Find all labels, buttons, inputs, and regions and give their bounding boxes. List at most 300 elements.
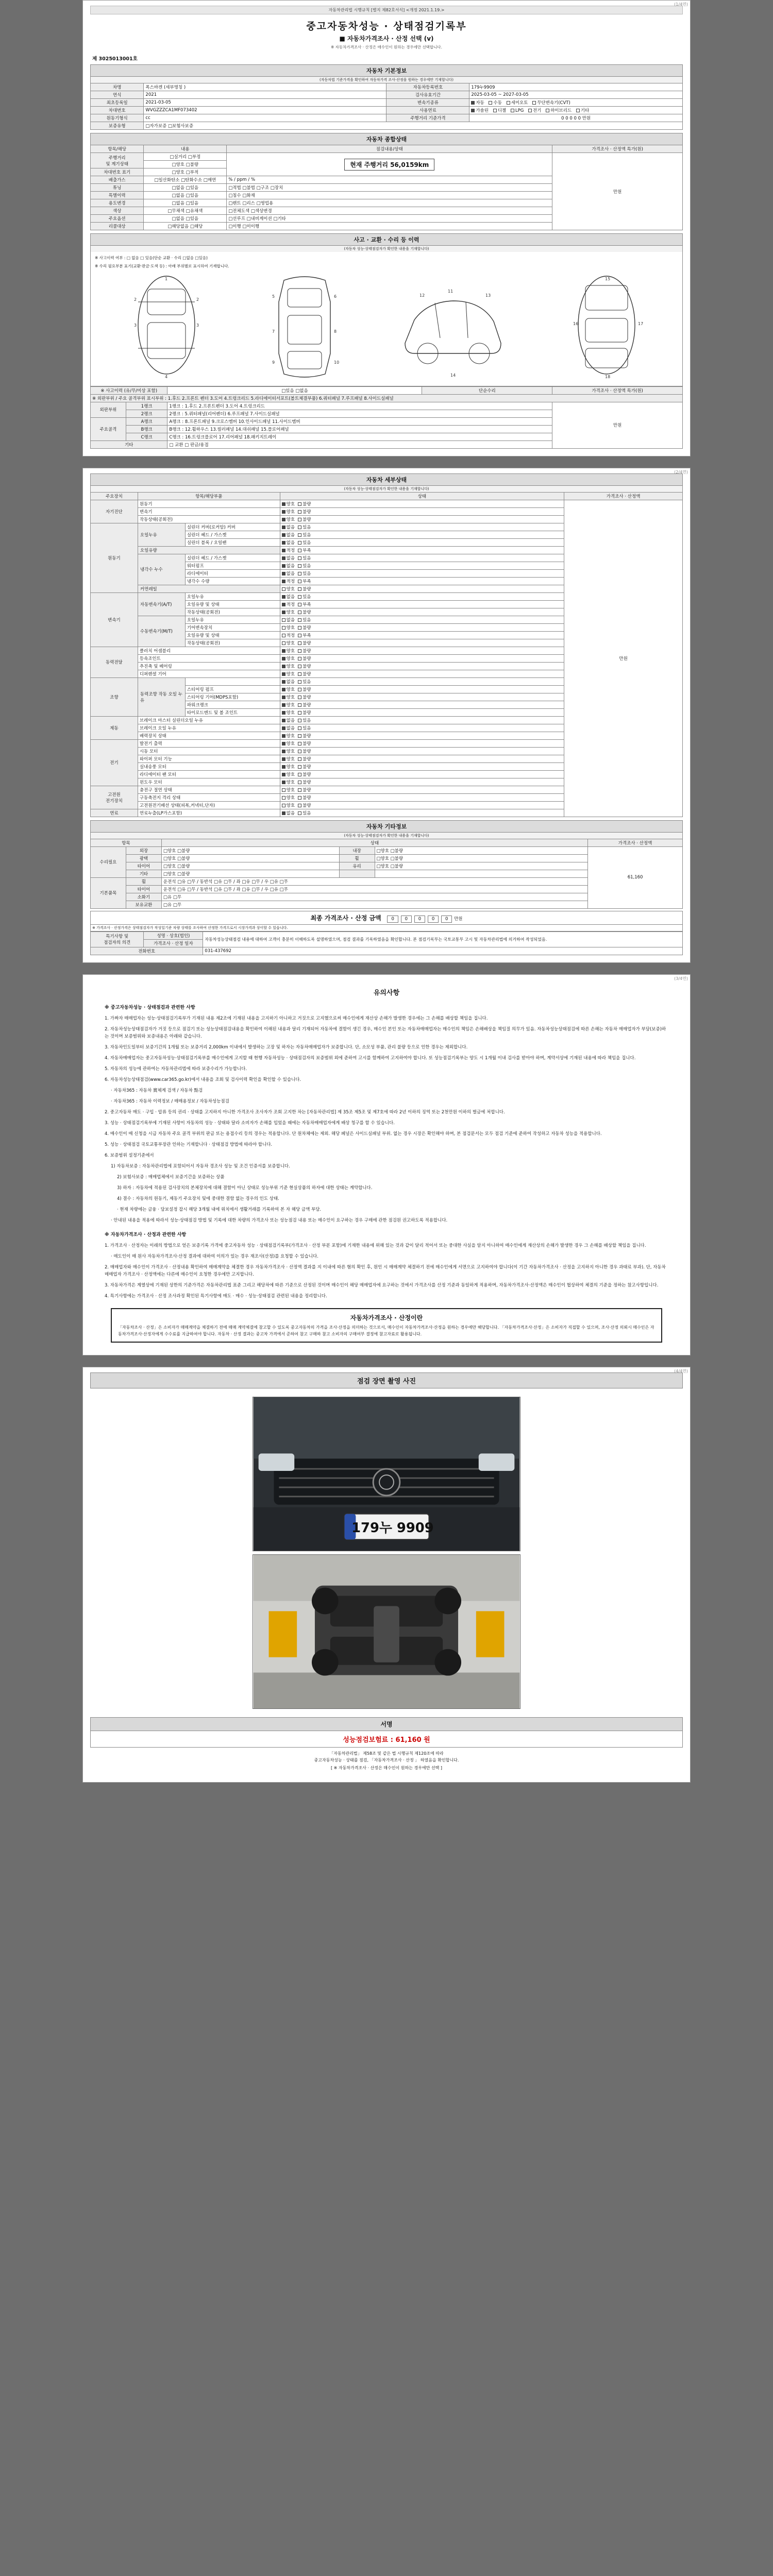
state-bad[interactable]: 불량	[298, 733, 311, 739]
state-exists[interactable]: 있음	[298, 725, 311, 731]
detail-state	[280, 670, 564, 677]
state-low[interactable]: 부족	[298, 601, 311, 607]
detail-state	[280, 523, 564, 531]
car-front-view-icon	[123, 271, 210, 382]
detail-state	[280, 554, 564, 562]
overall-item-6: □없음 □있음	[144, 199, 227, 207]
others-item-4: 휠	[126, 877, 161, 885]
state-low[interactable]: 부족	[298, 632, 311, 638]
detail-state	[280, 562, 564, 569]
inspector-name-label: 성명 · 상호(법인)	[144, 931, 203, 939]
overall-table	[90, 145, 683, 230]
state-bad[interactable]: 불량	[298, 509, 311, 515]
detail-item: 시동 모터	[138, 747, 280, 755]
state-good[interactable]: 양호	[282, 509, 295, 515]
detail-item: 브레이크 오일 누유	[138, 724, 280, 732]
others-header-0: 항목	[91, 839, 162, 846]
state-bad[interactable]: 불량	[298, 740, 311, 747]
overall-detail-9: □이행 □미이행	[227, 223, 552, 230]
fuel-option-2[interactable]: LPG	[511, 108, 524, 113]
title-subtitle: ■ 자동차가격조사 · 산정 선택 (v)	[339, 35, 434, 42]
notice-item: 4. 특기사항에는 가격조사 · 산정 조사과정 확인된 특기사항에 매도 · 매수 · 성능·상태점검 관련된 내용을 정리합니다.	[105, 1293, 327, 1299]
state-good[interactable]: 양호	[282, 779, 295, 785]
basic-info-table	[90, 83, 683, 130]
transmission-option-0[interactable]: 자동	[471, 99, 484, 106]
table-row	[91, 931, 683, 939]
detail-state	[280, 724, 564, 732]
state-bad[interactable]: 불량	[298, 694, 311, 700]
state-good[interactable]: 양호	[282, 586, 295, 592]
detail-state	[280, 600, 564, 608]
state-good[interactable]: 양호	[282, 671, 295, 677]
table-row	[91, 911, 683, 924]
state-bad[interactable]: 불량	[298, 655, 311, 662]
warn-title: 자동차가격조사 · 산정이란	[350, 1314, 423, 1321]
state-good[interactable]: 양호	[282, 663, 295, 669]
basic-value-4: cc	[144, 114, 386, 122]
state-ok[interactable]: 적정	[282, 578, 295, 584]
fuel-option-1[interactable]: 디젤	[493, 107, 506, 113]
transmission-options	[469, 99, 683, 107]
overall-cat-vin: 차대번호 표기	[91, 168, 144, 176]
notice-head-1: ※ 중고자동차성능 · 상태점검과 관련한 사항	[105, 1005, 195, 1010]
state-good[interactable]: 양호	[282, 516, 295, 522]
undercarriage-lift-photo	[253, 1554, 520, 1709]
state-ok[interactable]: 적정	[282, 601, 295, 607]
page-3	[82, 974, 691, 1356]
notice-item: 4. 자동차매매업자는 중고자동차성능·상태점검기록부를 매수인에게 고지할 때 현행 자동차성능 · 상태점검자의 보증범위 외에 준하여 고시를 함께하여 고지하여야 합니다. 또 성능점검기록부는 양도 시 1개월 이내 검사를 받아야 하며, 계약서상에 기재된 내용에 따라 책임을 집니다.	[105, 1055, 636, 1061]
price-summary-title: 최종 가격조사 · 산정 금액	[310, 914, 381, 922]
overall-cat-special: 특별이력	[91, 192, 144, 199]
others-item-5: 타이어	[126, 885, 161, 893]
state-none[interactable]: 없음	[282, 717, 295, 723]
car-underbody-view-icon	[563, 271, 650, 382]
others-state2-1: □양호 □불량	[375, 854, 588, 862]
detail-subitem: 스티어링 펌프	[185, 685, 280, 693]
state-exists[interactable]: 있음	[298, 539, 311, 546]
notice-item: · 안내된 내용을 적용에 따라서 성능·상태점검 방법 및 기록에 대한 차량의 가격조사 또는 성능점검 내용 또는 매수인이 요구하는 경우 구매에 관한 점검원 권고하도록 적용합니다.	[111, 1217, 448, 1223]
basic-label-4: 원동기형식	[91, 114, 144, 122]
license-plate-text: 179누 9909	[351, 1520, 434, 1536]
price-summary-digits: 0 0 0 0 0	[386, 917, 454, 922]
state-good[interactable]: 양호	[282, 794, 295, 801]
panel-rank2-value: 2랭크 : 5.쿼터패널(리어펜더) 6.루프패널 7.사이드실패널	[167, 410, 552, 417]
detail-state	[280, 793, 564, 801]
state-bad[interactable]: 불량	[298, 663, 311, 669]
detail-header-0: 주요장치	[91, 492, 138, 500]
state-bad[interactable]: 불량	[298, 771, 311, 777]
detail-group-highvoltage: 고전원 전기장치	[91, 786, 138, 809]
overall-col-1: 내용	[144, 145, 227, 153]
accident-simple-label: 단순수리	[422, 386, 552, 394]
detail-state	[280, 654, 564, 662]
detail-header-3: 가격조사 · 산정액	[564, 492, 683, 500]
basic-label-5: 보증유형	[91, 122, 144, 130]
state-good[interactable]: 양호	[282, 756, 295, 762]
detail-item: 윈도우 모터	[138, 778, 280, 786]
state-good[interactable]: 양호	[282, 694, 295, 700]
state-low[interactable]: 부족	[298, 547, 311, 553]
front-grille-photo	[253, 1397, 520, 1551]
notice-item: 4) 결수 : 자동차의 원동기, 제동기 주요장치 및에 중대한 결함 없는 경우의 인도 상태.	[117, 1196, 279, 1201]
svg-text:14: 14	[450, 372, 456, 378]
overall-cat-emission: 배출가스	[91, 176, 144, 184]
overall-detail-5: □침수 □화재	[227, 192, 552, 199]
basic-value2-0: 179누9909	[469, 83, 683, 91]
others-item-7: 보유교환	[126, 901, 161, 908]
detail-state	[280, 608, 564, 616]
state-bad[interactable]: 불량	[298, 640, 311, 646]
state-bad[interactable]: 불량	[298, 756, 311, 762]
car-diagram-row	[95, 271, 678, 382]
others-state2-2: □양호 □불량	[375, 862, 588, 870]
basic-value-3: WVGZZZCA1MF073402	[144, 107, 386, 114]
state-good[interactable]: 양호	[282, 702, 295, 708]
basic-value-1: 2021	[144, 91, 386, 99]
section-others-title: 자동차 기타정보	[90, 820, 683, 832]
detail-state	[280, 747, 564, 755]
state-good[interactable]: 양호	[282, 640, 295, 646]
inspector-side-label: 특기사항 및 점검자의 의견	[91, 931, 144, 947]
accident-history-label: ※ 사고이력 (유/무/미상 포함)	[91, 386, 167, 394]
overall-item-0: □실거리 □부정	[144, 153, 227, 161]
svg-text:10: 10	[334, 360, 340, 365]
table-row	[91, 99, 683, 107]
transmission-option-1[interactable]: 수동	[489, 99, 501, 106]
state-bad[interactable]: 불량	[298, 764, 311, 770]
section-accident-note: (자동차 성능·상태점검자가 확인한 내용을 기재합니다)	[90, 245, 683, 252]
notice-item: 2. 중고자동차 매도 · 구입 · 압류 등의 권리 · 상태를 고지하지 아니한 가격조사 조사자가 조회 고지한 차는 [자동차관리법] 제 35조 제5조 및 제7호에 따라 2년 이하의 징역 또는 2천만원 이하의 벌금에 처합니다.	[105, 1109, 505, 1115]
svg-text:2: 2	[134, 297, 137, 302]
state-good[interactable]: 양호	[282, 648, 295, 654]
state-none[interactable]: 없음	[282, 563, 295, 569]
state-good[interactable]: 양호	[282, 609, 295, 615]
state-good[interactable]: 양호	[282, 740, 295, 747]
state-exists[interactable]: 있음	[298, 524, 311, 530]
detail-state	[280, 739, 564, 747]
overall-item-3: □일산화탄소 □탄화수소 □매연	[144, 176, 227, 184]
detail-subitem: 오일누유	[185, 616, 280, 623]
state-none[interactable]: 없음	[282, 594, 295, 600]
accident-history-value: □있음 □없음	[167, 386, 422, 394]
state-exists[interactable]: 있음	[298, 679, 311, 685]
notice-head-2: ※ 자동차가격조사 · 산정과 관련한 사항	[105, 1232, 187, 1238]
state-exists[interactable]: 있음	[298, 563, 311, 569]
detail-state	[280, 770, 564, 778]
state-none[interactable]: 없음	[282, 555, 295, 561]
svg-text:4: 4	[165, 374, 168, 379]
detail-item: 클러치 어셈블리	[138, 647, 280, 654]
overall-price-cell: 만원	[552, 153, 683, 230]
fee-bar	[90, 1731, 683, 1748]
detail-header-1: 항목/해당부품	[138, 492, 280, 500]
detail-subitem: 기어변속장치	[185, 623, 280, 631]
detail-state	[280, 592, 564, 600]
others-state-7: □유 □무	[161, 901, 587, 908]
state-exists[interactable]: 있음	[298, 594, 311, 600]
frame-rank-c-label: C랭크	[126, 433, 167, 440]
state-exists[interactable]: 있음	[298, 617, 311, 623]
others-header-1: 상태	[161, 839, 587, 846]
accident-line-0: ※ 사고이력 여부 : □ 없음 □ 있음(단순 교환 · 수리 □없음 □있음)	[95, 256, 208, 261]
accident-diagram	[90, 252, 683, 386]
state-good[interactable]: 양호	[282, 501, 295, 507]
others-item2-3	[339, 870, 375, 877]
frame-rank-a-label: A랭크	[126, 417, 167, 425]
state-good[interactable]: 양호	[282, 771, 295, 777]
notice-item: 5. 자동차의 성능에 관하여는 자동차관리법에 따라 보증수리가 가능합니다.	[105, 1066, 247, 1072]
footer-line-1: 「자동차관리법」 제58조 및 같은 법 시행규칙 제120조에 따라	[329, 1751, 444, 1756]
state-good[interactable]: 양호	[282, 709, 295, 716]
panel-rank-table	[90, 386, 683, 449]
detail-group-electric: 전기	[91, 739, 138, 786]
svg-text:13: 13	[485, 293, 491, 298]
fuel-option-4[interactable]: 하이브리드	[546, 107, 572, 113]
detail-item: 실내송풍 모터	[138, 762, 280, 770]
detail-state	[280, 801, 564, 809]
state-ok[interactable]: 적정	[282, 547, 295, 553]
state-bad[interactable]: 불량	[298, 686, 311, 692]
svg-text:17: 17	[638, 321, 644, 326]
state-bad[interactable]: 불량	[298, 709, 311, 716]
detail-state	[280, 585, 564, 592]
detail-state	[280, 786, 564, 793]
detail-state-table	[90, 492, 683, 817]
state-good[interactable]: 양호	[282, 733, 295, 739]
others-item2-1: 휠	[339, 854, 375, 862]
detail-item: 디퍼렌셜 기어	[138, 670, 280, 677]
fuel-option-3[interactable]: 전기	[528, 107, 541, 113]
overall-cat-color: 색상	[91, 207, 144, 215]
state-none[interactable]: 없음	[282, 679, 295, 685]
svg-text:5: 5	[272, 294, 275, 299]
others-item2-2: 유리	[339, 862, 375, 870]
overall-cat-usage: 용도변경	[91, 199, 144, 207]
overall-cat-tuning: 튜닝	[91, 184, 144, 192]
notice-item: 3. 자동차인도일부터 보증기간의 1개월 또는 보증거리 2,000km 이내에서 발생하는 고장 및 하자는 자동차매매업자가 보증합니다. 단, 소모성 부품, 관리 불량 등으로 인한 경우는 제외합니다.	[105, 1044, 468, 1050]
svg-text:12: 12	[419, 293, 425, 298]
overall-item-8: □없음 □있음	[144, 215, 227, 223]
panel-rank2-label: 2랭크	[126, 410, 167, 417]
state-exists[interactable]: 있음	[298, 532, 311, 538]
fuel-option-0[interactable]: 가솔린	[471, 107, 489, 113]
page-title: 중고자동차성능 · 상태점검기록부	[306, 21, 467, 32]
state-none[interactable]: 없음	[282, 725, 295, 731]
detail-state	[280, 693, 564, 701]
table-row	[91, 924, 683, 931]
mileage-standard-value: 0 0 0 0 0 만원	[469, 114, 683, 122]
detail-item: 냉각수 누수	[138, 554, 185, 585]
panel-rank1-label: 1랭크	[126, 402, 167, 410]
notice-item: · 매도인이 매 원사 자동차가격조사·산정 결과에 대하여 이의가 있는 경우 재조사(산정)를 요청할 수 있습니다.	[111, 1253, 318, 1259]
state-good[interactable]: 양호	[282, 686, 295, 692]
others-price-cell: 61,160	[588, 846, 683, 908]
table-header-row	[91, 145, 683, 153]
frame-extra-value: □ 교환 □ 판금/용접	[167, 440, 552, 448]
state-none[interactable]: 없음	[282, 810, 295, 816]
state-bad[interactable]: 불량	[298, 586, 311, 592]
notice-body	[90, 1004, 683, 1300]
detail-state	[280, 546, 564, 554]
svg-text:3: 3	[196, 323, 199, 328]
detail-item: 고전원전기배선 상태(피복,커넥터,단자)	[138, 801, 280, 809]
others-cat-basic: 기본품목	[91, 877, 126, 908]
state-ok[interactable]: 적정	[282, 632, 295, 638]
detail-item: 와이퍼 모터 기능	[138, 755, 280, 762]
state-none[interactable]: 없음	[282, 570, 295, 577]
state-good[interactable]: 양호	[282, 655, 295, 662]
state-bad[interactable]: 불량	[298, 671, 311, 677]
table-row	[91, 846, 683, 854]
overall-item-9: □해당없음 □해당	[144, 223, 227, 230]
state-none[interactable]: 없음	[282, 524, 295, 530]
overall-detail-7: □전체도색 □색상변경	[227, 207, 552, 215]
detail-state	[280, 500, 564, 507]
state-bad[interactable]: 불량	[298, 787, 311, 793]
section-accident-title: 사고 · 교환 · 수리 등 이력	[90, 233, 683, 245]
table-row	[91, 500, 683, 507]
notice-title: 유의사항	[373, 989, 400, 997]
detail-group-powertrain: 동력전달	[91, 647, 138, 677]
state-good[interactable]: 양호	[282, 802, 295, 808]
detail-state	[280, 732, 564, 739]
inspector-date-label: 가격조사 · 산정 일자	[144, 939, 203, 947]
basic-value2-1: 2025-03-05 ~ 2027-03-05	[469, 91, 683, 99]
svg-text:9: 9	[272, 360, 275, 365]
state-bad[interactable]: 불량	[298, 648, 311, 654]
notice-item: 1. 가짜자 매매업자는 성능·상태점검기록부가 기재된 내용 제2조에 기재된 내용을 고지하기 아니하고 거짓으로 고지했으로써 매수인에게 재산상 손해가 발생한 경우에는 그 손해를 배상할 책임을 집니다.	[105, 1015, 488, 1021]
detail-item: 발전기 출력	[138, 739, 280, 747]
page-tab-2: (2/4면)	[674, 469, 688, 474]
notice-item: · 자동차365 : 자동차 實체계 검색 / 자동차 點검	[111, 1088, 203, 1093]
detail-item: 커먼레일	[138, 585, 280, 592]
basic-value-0: 폭스바겐 (세부명칭 )	[144, 83, 386, 91]
basic-label2-2: 변속기종류	[386, 99, 469, 107]
state-bad[interactable]: 불량	[298, 609, 311, 615]
state-exists[interactable]: 있음	[298, 810, 311, 816]
state-exists[interactable]: 있음	[298, 555, 311, 561]
detail-state	[280, 507, 564, 515]
overall-item-7: □무채색 □유채색	[144, 207, 227, 215]
svg-text:7: 7	[272, 329, 275, 334]
state-bad[interactable]: 불량	[298, 748, 311, 754]
price-survey-definition-box	[111, 1308, 662, 1343]
photo-area	[90, 1388, 683, 1717]
detail-state	[280, 616, 564, 623]
state-good[interactable]: 양호	[282, 764, 295, 770]
basic-label2-1: 검사유효기간	[386, 91, 469, 99]
overall-detail-8: □선루프 □내비게이션 □기타	[227, 215, 552, 223]
detail-group-fuel: 연료	[91, 809, 138, 817]
price-summary-unit: 만원	[454, 916, 463, 922]
overall-detail-4: □적법 □불법 □구조 □장치	[227, 184, 552, 192]
detail-state	[280, 677, 564, 685]
detail-state	[280, 538, 564, 546]
notice-item: 1) 자동차보증 : 자동차관리법에 포함되어서 자동차 경조사 성능 및 조건 인증서를 보증합니다.	[111, 1163, 290, 1169]
detail-item: 오일누유	[138, 523, 185, 546]
mileage-standard-label: 주행거리 기준가격	[386, 114, 469, 122]
detail-state	[280, 639, 564, 647]
notice-item: 3. 성능 · 상태점검기록부에 기재된 사항이 자동차의 성능 · 상태와 달라 소비자가 손해를 입었을 때에는 자동차매매업자에게 배상 청구를 할 수 있습니다.	[105, 1120, 395, 1126]
state-bad[interactable]: 불량	[298, 802, 311, 808]
others-item-6: 소화기	[126, 893, 161, 901]
page-2	[82, 468, 691, 963]
state-none[interactable]: 없음	[282, 617, 295, 623]
notice-item: · 현재 차량에는 금융 · 담보설정 잡시 해당 3개월 내에 위치에서 생활거래를 기록하여 본 자 해당 금액 부담.	[117, 1207, 322, 1212]
others-item-1: 광택	[126, 854, 161, 862]
svg-text:3: 3	[134, 323, 137, 328]
state-exists[interactable]: 있음	[298, 717, 311, 723]
notice-item: 1. 가격조사 · 산정자는 이래의 방법으로 얻은 보증기록 가격에 중고자동차 성능 · 상태점검기록부(가격조사 · 산정 부분 포함)에 기재한 내용에 위해 있는 것과 같이 달리 적어서 또는 중대한 사실을 알지 아니하여 매수인에게 재산상의 손해가 발생한 경우 그 손해를 배상할 책임을 집니다.	[105, 1243, 646, 1248]
detail-subitem: 작동상태(공회전)	[185, 608, 280, 616]
basic-label-0: 차명	[91, 83, 144, 91]
notice-item: 4. 매수인이 매 신청을 시급 자동차 주요 골격 부위의 판금 또는 용접수리 등의 경우는 적용합니다. 단 원차체에는 제외. 해당 페널은 사이드실패널 부위. 없는 경우 시장은 확인해야 하며, 본 점검문서는 모두 점검 기준에 준하여 작성하고 자동차 성능을 적용합니다.	[105, 1131, 602, 1137]
others-state2-3	[375, 870, 588, 877]
overall-item-4: □없음 □있음	[144, 184, 227, 192]
detail-subitem: 파워크랭크	[185, 701, 280, 708]
frame-extra-label: 기타	[91, 440, 167, 448]
transmission-option-3[interactable]: 무단변속기(CVT)	[532, 99, 570, 106]
transmission-option-2[interactable]: 세미오토	[507, 99, 528, 106]
others-header-2: 가격조사 · 산정액	[588, 839, 683, 846]
state-bad[interactable]: 불량	[298, 501, 311, 507]
basic-label-1: 연식	[91, 91, 144, 99]
notice-item: 6. 보증범위 설정기준에서	[105, 1153, 154, 1158]
detail-state	[280, 762, 564, 770]
detail-state	[280, 708, 564, 716]
state-none[interactable]: 없음	[282, 532, 295, 538]
form-reference-note: 자동차관리법 시행규칙 [별지 제82호서식] <개정 2021.1.19.>	[90, 6, 683, 14]
table-row	[91, 153, 683, 161]
table-row	[91, 107, 683, 114]
state-bad[interactable]: 불량	[298, 702, 311, 708]
basic-label2-0: 자동차등록번호	[386, 83, 469, 91]
state-good[interactable]: 양호	[282, 748, 295, 754]
inspector-body: 자동차성능상태점검 내용에 대하여 고객이 충분히 이해하도록 설명하였으며, 점검 결과를 기록하였음을 확인합니다. 본 점검기록부는 국토교통부 고시 및 자동차관리법에 의거하여 작성되었음.	[203, 931, 683, 947]
notice-item: 6. 자동차성능상태점검(www.car365.go.kr)에서 내용을 조회 및 검사이력 확인을 확인할 수 있습니다.	[105, 1077, 301, 1082]
detail-item: 작동상태(공회전)	[138, 515, 280, 523]
state-bad[interactable]: 불량	[298, 516, 311, 522]
detail-header-2: 상태	[280, 492, 564, 500]
page-tab-4: (4/4면)	[674, 1369, 688, 1374]
detail-subitem: 워터펌프	[185, 562, 280, 569]
detail-state	[280, 755, 564, 762]
detail-price-cell: 만원	[564, 500, 683, 817]
detail-subitem: 실린더 헤드 / 가스켓	[185, 531, 280, 538]
state-bad[interactable]: 불량	[298, 779, 311, 785]
state-exists[interactable]: 있음	[298, 570, 311, 577]
overall-item-1: □양호 □불량	[144, 161, 227, 168]
svg-text:8: 8	[334, 329, 337, 334]
inspector-tel-value: 031-437692	[203, 947, 683, 955]
state-bad[interactable]: 불량	[298, 794, 311, 801]
current-mileage-value: 현재 주행거리 56,0159km	[344, 159, 434, 171]
notice-item: 5. 성능 · 상태점검 국토교통부장관 인하는 기재합니다 · 상태점검 방법에 따라야 합니다.	[105, 1142, 273, 1147]
state-low[interactable]: 부족	[298, 578, 311, 584]
notice-item: 2. 매매업자와 매수인이 가격조사 · 산정내용 확인하여 매매계약을 체결한 경우 자동차가격조사 · 산정액 결과를 지 이내에 따른 혐의 확인 후, 원인 시 매매계약 체결하기 전에 매수인에게 서면으로 고지하여야 합니다(이 기간 자동차가격조사 · 산정을 고지하지 아니한 경우 과태료 부과). 단, 자동차매매업자 가격조사 · 산정액에는 다른에 매수인이 요청한 경우에만 고지합니다.	[105, 1264, 666, 1277]
car-top-view-icon	[266, 271, 343, 382]
state-bad[interactable]: 불량	[298, 624, 311, 631]
fuel-option-5[interactable]: 기타	[576, 107, 589, 113]
detail-subitem: 스티어링 기어(MDPS포함)	[185, 693, 280, 701]
detail-item: 변속기	[138, 507, 280, 515]
state-good[interactable]: 양호	[282, 787, 295, 793]
basic-label-2: 최초등록일	[91, 99, 144, 107]
state-none[interactable]: 없음	[282, 539, 295, 546]
basic-value-5: □자가보증 □보험사보증	[144, 122, 683, 130]
state-good[interactable]: 양호	[282, 624, 295, 631]
table-row	[91, 83, 683, 91]
